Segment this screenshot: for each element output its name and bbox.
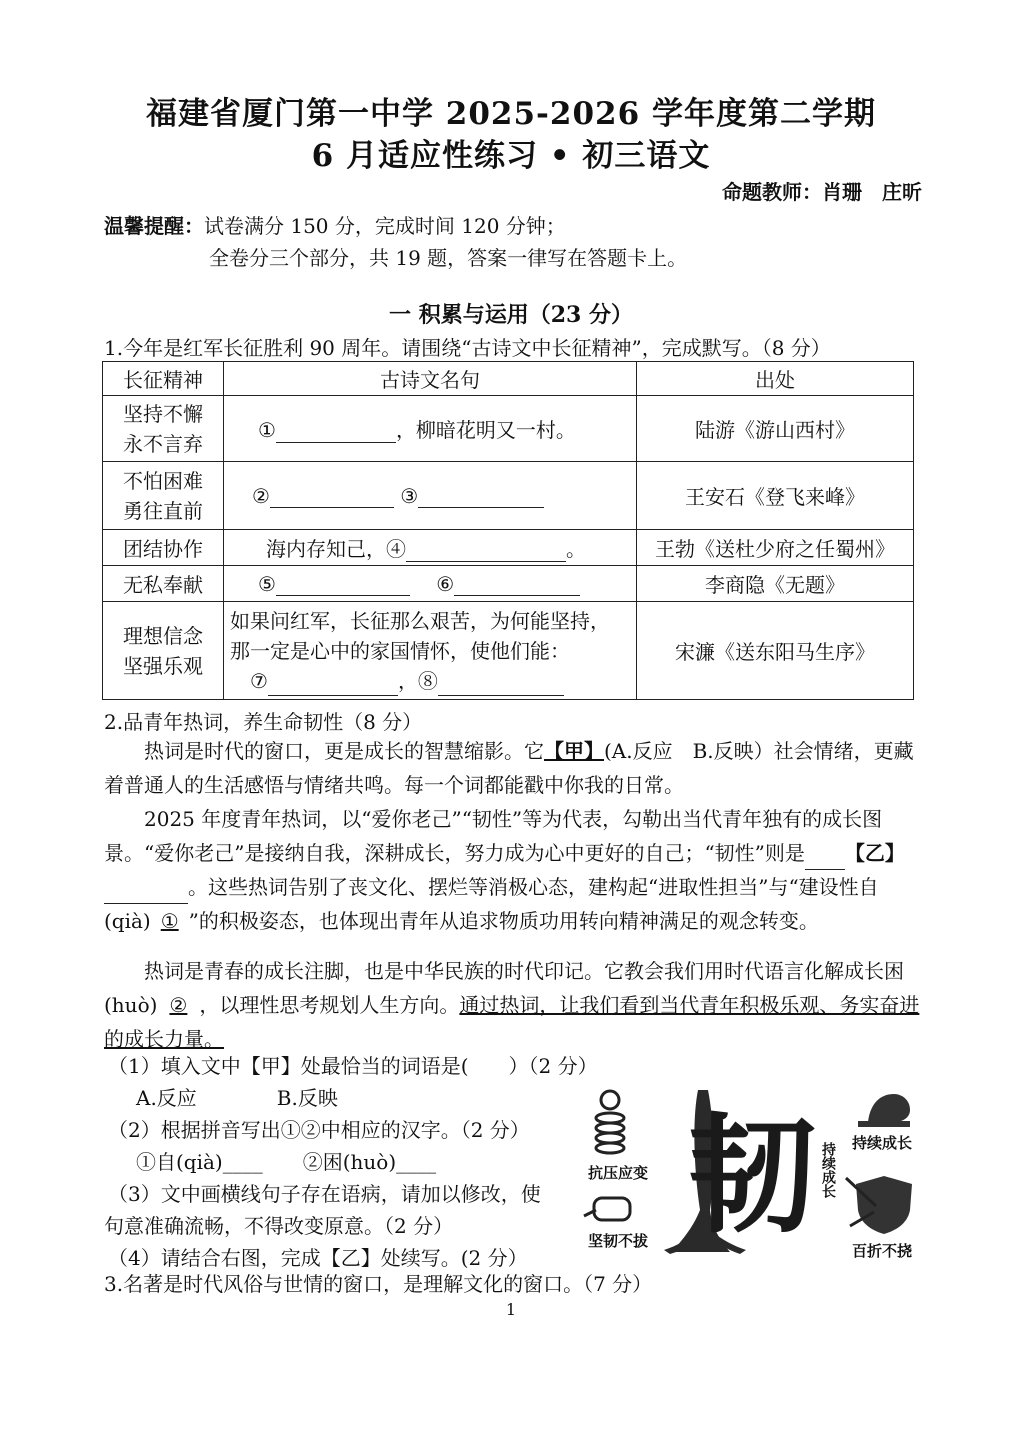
q2-paragraph-3: 热词是青春的成长注脚，也是中华民族的时代印记。它教会我们用时代语言化解成长困(huò) ② ，以理性思考规划人生方向。通过热词，让我们看到当代青年积极乐观、务实奋进的成长力量。 <box>104 959 920 1051</box>
label-persist-vertical: 持续成长 <box>820 1142 836 1198</box>
poem-table <box>102 361 914 700</box>
poem-cell: ② ③ <box>224 462 637 530</box>
spirit-cell: 团结协作 <box>103 530 224 566</box>
tip-line-1: 试卷满分 150 分，完成时间 120 分钟； <box>204 214 566 238</box>
answer-blank-6[interactable] <box>454 575 580 596</box>
source-cell: 王安石《登飞来峰》 <box>637 462 914 530</box>
teachers-line: 命题教师：肖珊 庄昕 <box>722 180 922 204</box>
yi-blank-right[interactable] <box>104 883 188 904</box>
jia-marker: 【甲】 <box>544 739 604 763</box>
table-row <box>103 530 914 566</box>
yi-marker: 【乙】 <box>844 841 905 865</box>
subquestion-3b: 句意准确流畅，不得改变原意。（2 分） <box>104 1214 454 1238</box>
label-resist: 抗压应变 <box>588 1164 649 1182</box>
poem-cell: 海内存知己，④ 。 <box>224 530 637 566</box>
label-growth: 持续成长 <box>852 1134 913 1152</box>
fist-icon <box>584 1198 630 1220</box>
ren-character: 韧 <box>688 1102 817 1251</box>
header-cell: 古诗文名句 <box>224 362 637 396</box>
answer-blank-1[interactable] <box>276 422 396 443</box>
tip-line-2: 全卷分三个部分，共 19 题，答案一律写在答题卡上。 <box>209 246 688 270</box>
subquestion-1: （1）填入文中【甲】处最恰当的词语是( ）（2 分） <box>108 1054 598 1078</box>
spirit-cell: 不怕困难 勇往直前 <box>103 462 224 530</box>
answer-blank-4[interactable] <box>406 541 566 562</box>
exam-subtitle: 6 月适应性练习 • 初三语文 <box>311 138 711 174</box>
section-title: 一 积累与运用（23 分） <box>389 302 633 328</box>
answer-blank-5[interactable] <box>276 575 410 596</box>
q2-paragraph-2: 2025 年度青年热词，以“爱你老己”“韧性”等为代表，勾勒出当代青年独有的成长图景。“爱你老己”是接纳自我，深耕成长，努力成为心中更好的自己；“韧性”则是 【乙】。这些热词告别了丧文化、摆烂等消极心态，建构起“进取性担当”与“建设性自(qià) ① ”的积极姿态，也体现出青年从追求物质功用转向精神满足的观念转变。 <box>104 807 905 933</box>
spirit-cell: 无私奉献 <box>103 566 224 602</box>
table-row <box>103 566 914 602</box>
header-cell: 长征精神 <box>103 362 224 396</box>
q2-paragraph-1: 热词是时代的窗口，更是成长的智慧缩影。它【甲】(A.反应 B.反映）社会情绪，更藏着普通人的生活感悟与情绪共鸣。每一个词都能戳中你我的日常。 <box>104 739 914 797</box>
tip-block <box>104 210 687 274</box>
subquestion-4: （4）请结合右图，完成【乙】处续写。(2 分） <box>108 1246 528 1270</box>
table-row <box>103 602 914 700</box>
pinyin-blank-1[interactable]: ① <box>160 909 179 933</box>
question-2-title: 2.品青年热词，养生命韧性（8 分） <box>104 710 423 734</box>
tip-label: 温馨提醒： <box>104 214 204 238</box>
label-unbending: 百折不挠 <box>852 1242 913 1260</box>
spirit-cell: 理想信念 坚强乐观 <box>103 602 224 700</box>
answer-blank-7[interactable] <box>268 675 398 696</box>
source-cell: 宋濂《送东阳马生序》 <box>637 602 914 700</box>
table-header-row <box>103 362 914 396</box>
question-1: 1.今年是红军长征胜利 90 周年。请围绕“古诗文中长征精神”，完成默写。（8 分） <box>104 336 831 360</box>
label-firm: 坚韧不拔 <box>588 1232 649 1250</box>
source-cell: 李商隐《无题》 <box>637 566 914 602</box>
shield-arrows-icon <box>846 1176 912 1234</box>
poem-cell: 如果问红军，长征那么艰苦，为何能坚持， 那一定是心中的家国情怀，使他们能： ⑦ ，⑧ <box>224 602 637 700</box>
subquestion-3a: （3）文中画横线句子存在语病，请加以修改，使 <box>108 1182 541 1206</box>
subquestion-2-line: ①自(qià)____ ②困(huò)____ <box>136 1150 437 1174</box>
underlined-sentence: 通过热词，让我们看到当代青年积极乐观、务实奋进的成长力量。 <box>104 993 920 1051</box>
header-cell: 出处 <box>637 362 914 396</box>
answer-blank-8[interactable] <box>438 675 564 696</box>
table-row <box>103 396 914 462</box>
source-cell: 王勃《送杜少府之任蜀州》 <box>637 530 914 566</box>
spring-icon <box>596 1091 624 1153</box>
ren-illustration <box>580 1080 932 1270</box>
table-row <box>103 462 914 530</box>
question-3: 3.名著是时代风俗与世情的窗口，是理解文化的窗口。（7 分） <box>104 1272 653 1296</box>
muscle-arm-icon <box>858 1094 910 1124</box>
page-number: 1 <box>505 1300 517 1319</box>
subquestion-2: （2）根据拼音写出①②中相应的汉字。（2 分） <box>108 1118 530 1142</box>
pinyin-blank-2[interactable]: ② <box>169 993 188 1017</box>
answer-blank-3[interactable] <box>418 487 544 508</box>
source-cell: 陆游《游山西村》 <box>637 396 914 462</box>
exam-title: 福建省厦门第一中学 2025-2026 学年度第二学期 <box>145 96 876 132</box>
spirit-cell: 坚持不懈 永不言弃 <box>103 396 224 462</box>
poem-cell: ① ，柳暗花明又一村。 <box>224 396 637 462</box>
yi-blank-left[interactable] <box>805 849 845 870</box>
answer-blank-2[interactable] <box>270 487 394 508</box>
subquestion-1-options: A.反应 B.反映 <box>136 1086 338 1110</box>
poem-cell: ⑤ ⑥ <box>224 566 637 602</box>
